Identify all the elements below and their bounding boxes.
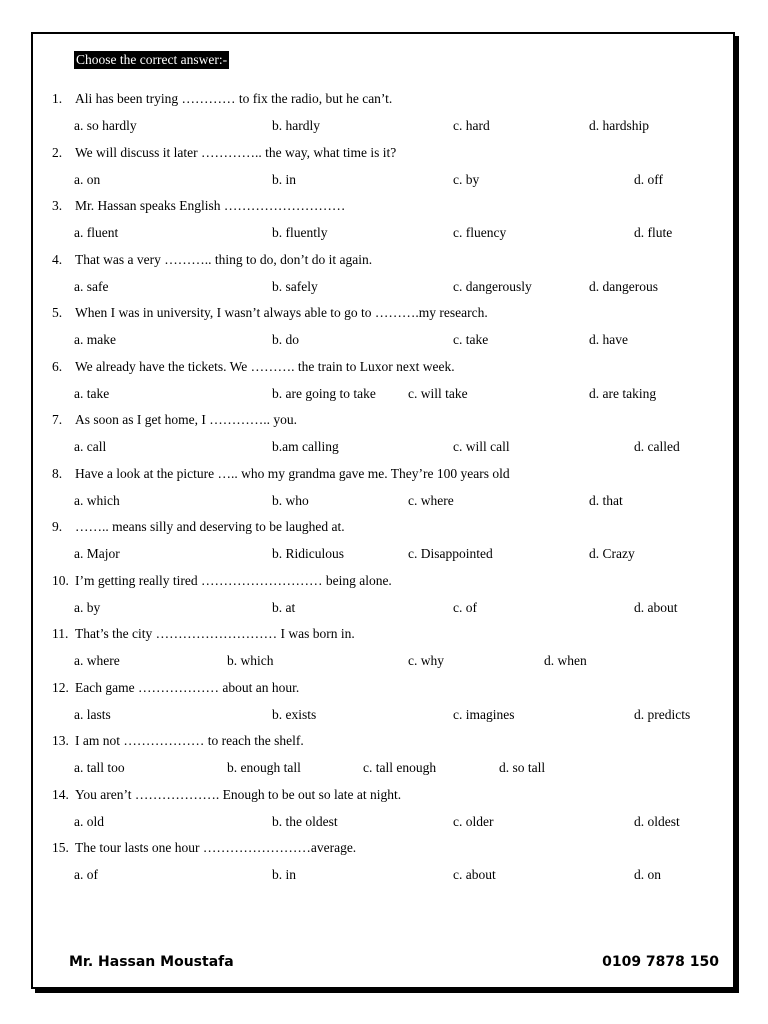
- question-text: Have a look at the picture ….. who my grandma gave me. They’re 100 years old: [75, 465, 510, 481]
- question-number: 10.: [52, 572, 69, 588]
- answer-option[interactable]: a. lasts: [74, 706, 111, 722]
- answer-option[interactable]: a. call: [74, 439, 107, 454]
- question-text: Each game ……………… about an hour.: [75, 679, 300, 695]
- answer-option[interactable]: c. will take: [408, 385, 468, 401]
- question-6: [52, 357, 455, 377]
- answer-option[interactable]: d. Crazy: [589, 546, 635, 561]
- question-text: As soon as I get home, I ………….. you.: [75, 412, 297, 427]
- question-text: We already have the tickets. We ………. the train to Luxor next week.: [75, 358, 455, 374]
- answer-option[interactable]: a. so hardly: [74, 118, 137, 133]
- answer-option[interactable]: a. by: [74, 599, 101, 615]
- question-number: 8.: [52, 465, 63, 481]
- options-row-4: [74, 277, 734, 297]
- question-number: 13.: [52, 733, 69, 748]
- question-text: I’m getting really tired ……………………… being alone.: [75, 572, 392, 588]
- answer-option[interactable]: b.am calling: [272, 439, 339, 454]
- answer-option[interactable]: b. at: [272, 599, 296, 615]
- answer-option[interactable]: a. Major: [74, 546, 120, 561]
- answer-option[interactable]: c. Disappointed: [408, 546, 493, 561]
- question-text: That was a very ……….. thing to do, don’t do it again.: [75, 251, 373, 267]
- answer-option[interactable]: a. make: [74, 332, 116, 347]
- answer-option[interactable]: b. in: [272, 171, 297, 187]
- options-row-2: [74, 170, 734, 190]
- worksheet-page: [31, 32, 735, 989]
- answer-option[interactable]: a. fluent: [74, 225, 119, 240]
- answer-option[interactable]: c. will call: [453, 439, 510, 454]
- answer-option[interactable]: b. safely: [272, 278, 318, 294]
- answer-option[interactable]: a. on: [74, 171, 101, 187]
- answer-option[interactable]: d. have: [589, 332, 628, 347]
- answer-option[interactable]: b. the oldest: [272, 813, 338, 829]
- question-12: [52, 678, 299, 698]
- question-text: The tour lasts one hour ……………………average.: [75, 840, 357, 855]
- answer-option[interactable]: a. tall too: [74, 760, 125, 775]
- question-text: When I was in university, I wasn’t always able to go to ……….my research.: [75, 305, 488, 320]
- options-row-1: [74, 116, 734, 136]
- question-11: [52, 624, 355, 644]
- answer-option[interactable]: d. hardship: [589, 118, 649, 133]
- answer-option[interactable]: d. flute: [634, 225, 673, 240]
- question-2: [52, 143, 396, 163]
- question-8: [52, 464, 510, 484]
- answer-option[interactable]: b. which: [227, 653, 274, 668]
- answer-option[interactable]: d. are taking: [589, 385, 657, 401]
- answer-option[interactable]: a. which: [74, 492, 120, 508]
- answer-option[interactable]: c. dangerously: [453, 278, 532, 294]
- question-number: 2.: [52, 144, 63, 160]
- question-number: 5.: [52, 305, 63, 320]
- answer-option[interactable]: c. older: [453, 813, 494, 829]
- question-number: 6.: [52, 358, 63, 374]
- question-13: [52, 731, 304, 751]
- options-row-7: [74, 437, 734, 457]
- options-row-12: [74, 705, 734, 725]
- question-1: [52, 89, 392, 109]
- question-5: [52, 303, 488, 323]
- question-14: [52, 785, 401, 805]
- answer-option[interactable]: c. take: [453, 332, 489, 347]
- answer-option[interactable]: a. safe: [74, 278, 109, 294]
- answer-option[interactable]: c. tall enough: [363, 760, 437, 775]
- question-text: …….. means silly and deserving to be laughed at.: [75, 519, 345, 534]
- question-number: 12.: [52, 679, 69, 695]
- question-10: [52, 571, 392, 591]
- question-4: [52, 250, 372, 270]
- instructions-heading: Choose the correct answer:-: [76, 52, 228, 67]
- answer-option[interactable]: a. where: [74, 653, 120, 668]
- answer-option[interactable]: c. where: [408, 492, 454, 508]
- question-15: [52, 838, 356, 858]
- answer-option[interactable]: a. of: [74, 867, 98, 882]
- question-9: [52, 517, 345, 537]
- answer-option[interactable]: c. of: [453, 599, 477, 615]
- options-row-11: [74, 651, 734, 671]
- answer-option[interactable]: d. when: [544, 653, 587, 668]
- answer-option[interactable]: b. enough tall: [227, 760, 301, 775]
- question-number: 9.: [52, 519, 63, 534]
- question-text: That’s the city ……………………… I was born in.: [75, 626, 355, 641]
- answer-option[interactable]: d. that: [589, 492, 623, 508]
- answer-option[interactable]: b. who: [272, 492, 309, 508]
- answer-option[interactable]: d. oldest: [634, 813, 680, 829]
- question-text: You aren’t ………………. Enough to be out so late at night.: [75, 786, 402, 802]
- options-row-6: [74, 384, 734, 404]
- teacher-phone: 0109 7878 150: [602, 954, 719, 970]
- answer-option[interactable]: b. Ridiculous: [272, 546, 345, 561]
- answer-option[interactable]: c. by: [453, 171, 480, 187]
- answer-option[interactable]: c. about: [453, 867, 496, 882]
- options-row-3: [74, 223, 734, 243]
- worksheet-content: [33, 34, 733, 987]
- answer-option[interactable]: c. why: [408, 653, 444, 668]
- question-number: 4.: [52, 251, 63, 267]
- question-text: Mr. Hassan speaks English ………………………: [75, 198, 346, 213]
- answer-option[interactable]: d. so tall: [499, 760, 546, 775]
- answer-option[interactable]: b. exists: [272, 706, 317, 722]
- question-7: [52, 410, 297, 430]
- question-number: 7.: [52, 412, 63, 427]
- answer-option[interactable]: b. fluently: [272, 225, 328, 240]
- options-row-10: [74, 598, 734, 618]
- answer-option[interactable]: c. fluency: [453, 225, 507, 240]
- answer-option[interactable]: a. take: [74, 385, 110, 401]
- answer-option[interactable]: c. hard: [453, 118, 490, 133]
- question-3: [52, 196, 345, 216]
- answer-option[interactable]: b. hardly: [272, 118, 320, 133]
- answer-option[interactable]: d. off: [634, 171, 663, 187]
- answer-option[interactable]: b. in: [272, 867, 297, 882]
- teacher-name: Mr. Hassan Moustafa: [69, 954, 234, 970]
- question-text: We will discuss it later ………….. the way, what time is it?: [75, 144, 397, 160]
- question-number: 3.: [52, 198, 63, 213]
- question-number: 11.: [52, 626, 69, 641]
- answer-option[interactable]: d. about: [634, 599, 678, 615]
- answer-option[interactable]: d. predicts: [634, 706, 691, 722]
- question-text: Ali has been trying ………… to fix the radio, but he can’t.: [75, 91, 393, 106]
- options-row-14: [74, 812, 734, 832]
- answer-option[interactable]: b. are going to take: [272, 385, 376, 401]
- question-number: 15.: [52, 840, 69, 855]
- options-row-5: [74, 330, 734, 350]
- options-row-8: [74, 491, 734, 511]
- question-number: 1.: [52, 91, 63, 106]
- answer-option[interactable]: d. dangerous: [589, 278, 658, 294]
- answer-option[interactable]: d. called: [634, 439, 680, 454]
- options-row-9: [74, 544, 734, 564]
- answer-option[interactable]: a. old: [74, 813, 104, 829]
- answer-option[interactable]: d. on: [634, 867, 661, 882]
- options-row-15: [74, 865, 734, 885]
- question-number: 14.: [52, 786, 69, 802]
- answer-option[interactable]: c. imagines: [453, 706, 515, 722]
- question-text: I am not ……………… to reach the shelf.: [75, 733, 304, 748]
- options-row-13: [74, 758, 734, 778]
- answer-option[interactable]: b. do: [272, 332, 299, 347]
